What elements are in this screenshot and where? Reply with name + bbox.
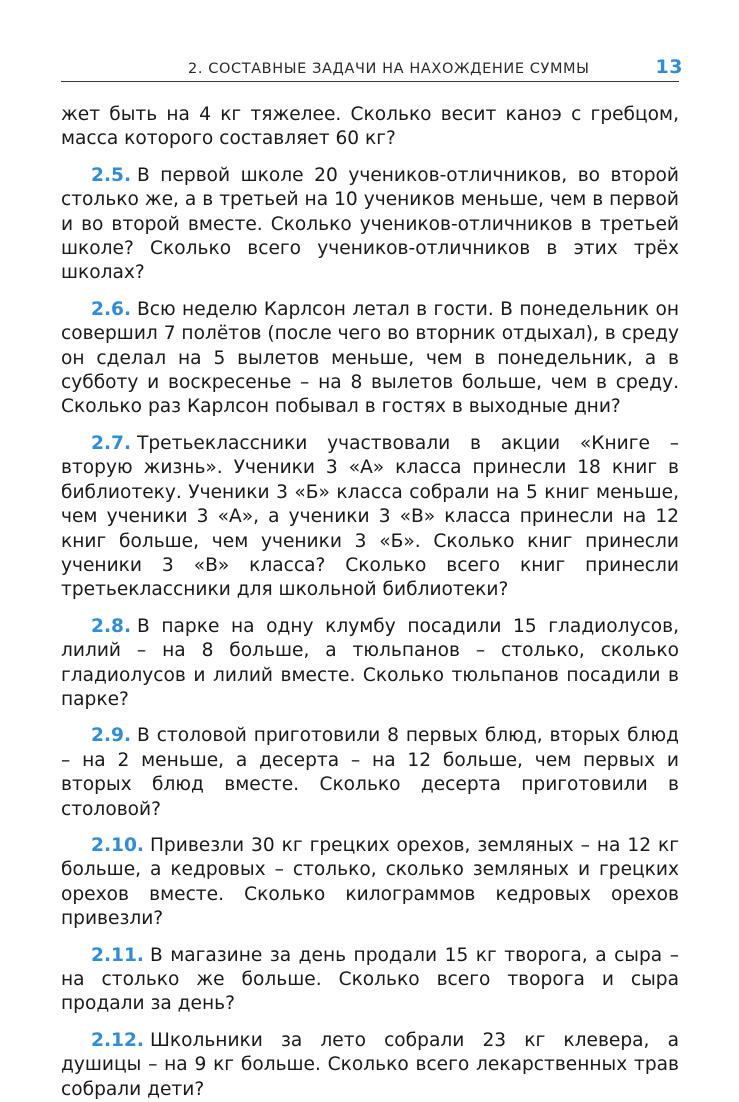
problem-2-5	[61, 164, 679, 286]
intro-paragraph: жет быть на 4 кг тяжелее. Сколько весит каноэ с гребцом, масса которого составляет 60 кг?	[61, 104, 679, 150]
problem-number: 2.9.	[91, 725, 132, 747]
problem-number: 2.12.	[91, 1029, 144, 1051]
problem-text: Школьники за лето собрали 23 кг клевера, а душицы – на 9 кг больше. Сколько всего лекарственных трав собрали дети?	[61, 1029, 679, 1100]
problem-text: Привезли 30 кг грецких орехов, земляных – на 12 кг больше, а кедровых – столько, сколько земляных и грецких орехов вместе. Сколько килограммов кедровых орехов привезли?	[61, 834, 679, 930]
problem-number: 2.7.	[91, 432, 132, 454]
problem-number: 2.8.	[91, 615, 132, 637]
problem-number: 2.10.	[91, 834, 144, 856]
page-header	[61, 0, 683, 82]
problem-number: 2.6.	[91, 298, 132, 320]
problem-text: Всю неделю Карлсон летал в гости. В понедельник он совершил 7 полётов (после чего во вторник отдыхал), в среду он сделал на 5 вылетов меньше, чем в понедельник, а в субботу и воскресенье – на 8 вылетов больше, чем в среду. Сколько раз Карлсон побывал в гостях в выходные дни?	[61, 298, 679, 418]
problem-2-6	[61, 298, 679, 420]
problem-text: В парке на одну клумбу посадили 15 гладиолусов, лилий – на 8 больше, а тюльпанов – столько, сколько гладиолусов и лилий вместе. Сколько тюльпанов посадили в парке?	[61, 615, 679, 710]
problem-2-7	[61, 432, 679, 603]
problem-2-12	[61, 1029, 679, 1102]
problem-2-9	[61, 724, 679, 822]
problem-text: В магазине за день продали 15 кг творога, а сыра – на столько же больше. Сколько всего творога и сыра продали за день?	[61, 944, 679, 1015]
page-content	[61, 103, 679, 1102]
problem-text: В столовой приготовили 8 первых блюд, вторых блюд – на 2 меньше, а десерта – на 12 больше, чем первых и вторых блюд вместе. Сколько десерта приготовили в столовой?	[61, 725, 679, 820]
problem-2-11	[61, 944, 679, 1017]
section-title: 2. СОСТАВНЫЕ ЗАДАЧИ НА НАХОЖДЕНИЕ СУММЫ	[188, 61, 590, 77]
problem-2-10	[61, 834, 679, 932]
problem-text: В первой школе 20 учеников-отличников, во второй столько же, а в третьей на 10 учеников меньше, чем в первой и во второй вместе. Сколько учеников-отличников в третьей школе? Сколько всего учеников-отличников в этих трёх школах?	[61, 164, 679, 284]
page-number: 13	[655, 56, 683, 78]
problem-number: 2.11.	[91, 944, 144, 966]
problem-text: Третьеклассники участвовали в акции «Книге – вторую жизнь». Ученики 3 «А» класса принесли 18 книг в библиотеку. Ученики 3 «Б» класса собрали на 5 книг меньше, чем ученики 3 «А», а ученики 3 «В» класса принесли на 12 книг больше, чем ученики 3 «Б». Сколько книг принесли ученики 3 «В» класса? Сколько всего книг принесли третьеклассники для школьной библиотеки?	[61, 432, 679, 601]
problem-number: 2.5.	[91, 164, 132, 186]
problem-2-8	[61, 615, 679, 713]
